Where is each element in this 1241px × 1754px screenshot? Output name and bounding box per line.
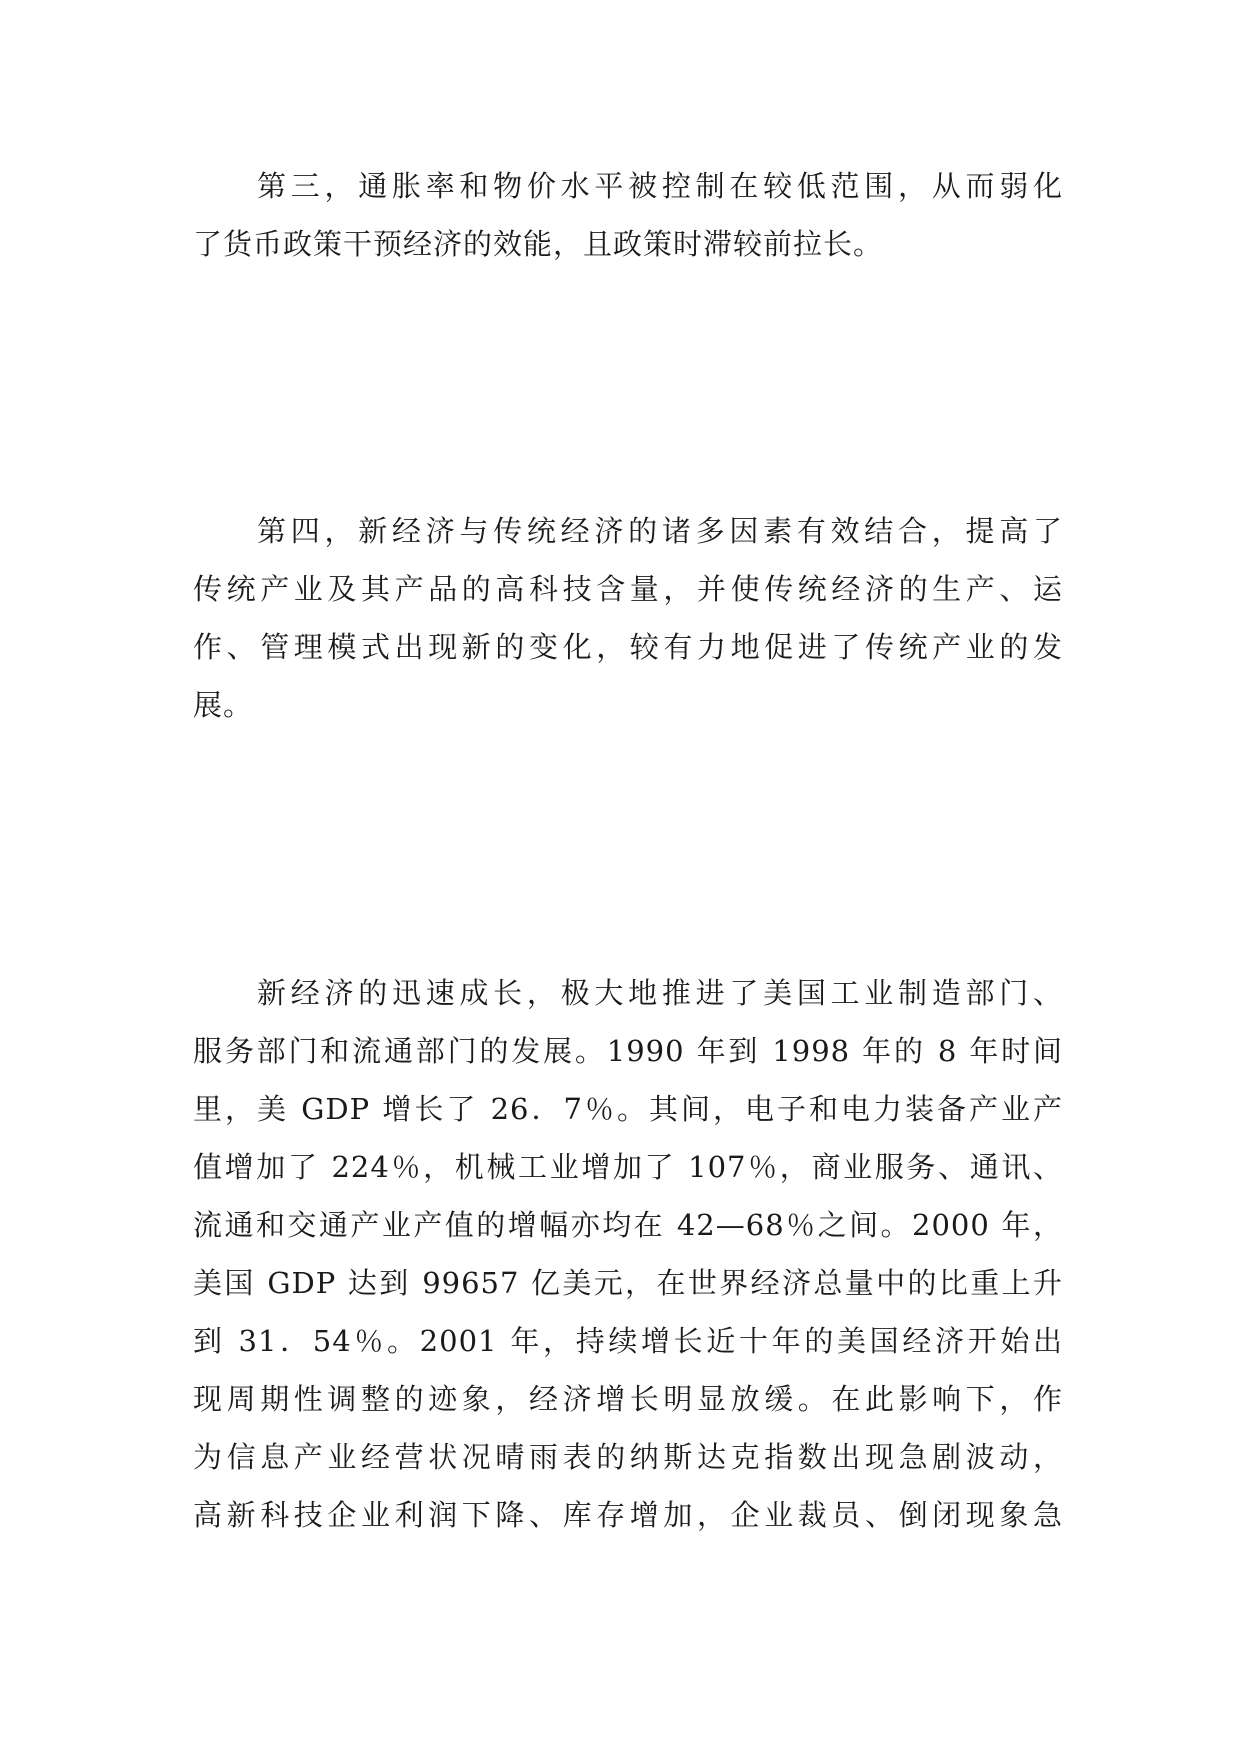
paragraph-line: 作、管理模式出现新的变化，较有力地促进了传统产业的发 (193, 630, 1063, 664)
paragraph-line: 值增加了 224％，机械工业增加了 107％，商业服务、通讯、 (193, 1150, 1063, 1184)
paragraph-line: 到 31．54％。2001 年，持续增长近十年的美国经济开始出 (193, 1324, 1063, 1358)
paragraph-line: 展。 (193, 688, 254, 722)
paragraph-line: 里，美 GDP 增长了 26．7％。其间，电子和电力装备产业产 (193, 1092, 1063, 1126)
paragraph-line: 第三，通胀率和物价水平被控制在较低范围，从而弱化 (257, 169, 1063, 203)
paragraph-line: 了货币政策干预经济的效能，且政策时滞较前拉长。 (193, 227, 884, 261)
paragraph-line: 美国 GDP 达到 99657 亿美元，在世界经济总量中的比重上升 (193, 1266, 1063, 1300)
paragraph-line: 新经济的迅速成长，极大地推进了美国工业制造部门、 (257, 976, 1063, 1010)
paragraph-line: 服务部门和流通部门的发展。1990 年到 1998 年的 8 年时间 (193, 1034, 1063, 1068)
paragraph-line: 第四，新经济与传统经济的诸多因素有效结合，提高了 (257, 514, 1063, 548)
paragraph-line: 为信息产业经营状况晴雨表的纳斯达克指数出现急剧波动， (193, 1440, 1063, 1474)
paragraph-line: 高新科技企业利润下降、库存增加，企业裁员、倒闭现象急 (193, 1498, 1063, 1532)
paragraph-line: 现周期性调整的迹象，经济增长明显放缓。在此影响下，作 (193, 1382, 1063, 1416)
paragraph-line: 传统产业及其产品的高科技含量，并使传统经济的生产、运 (193, 572, 1063, 606)
paragraph-line: 流通和交通产业产值的增幅亦均在 42—68％之间。2000 年， (193, 1208, 1063, 1242)
